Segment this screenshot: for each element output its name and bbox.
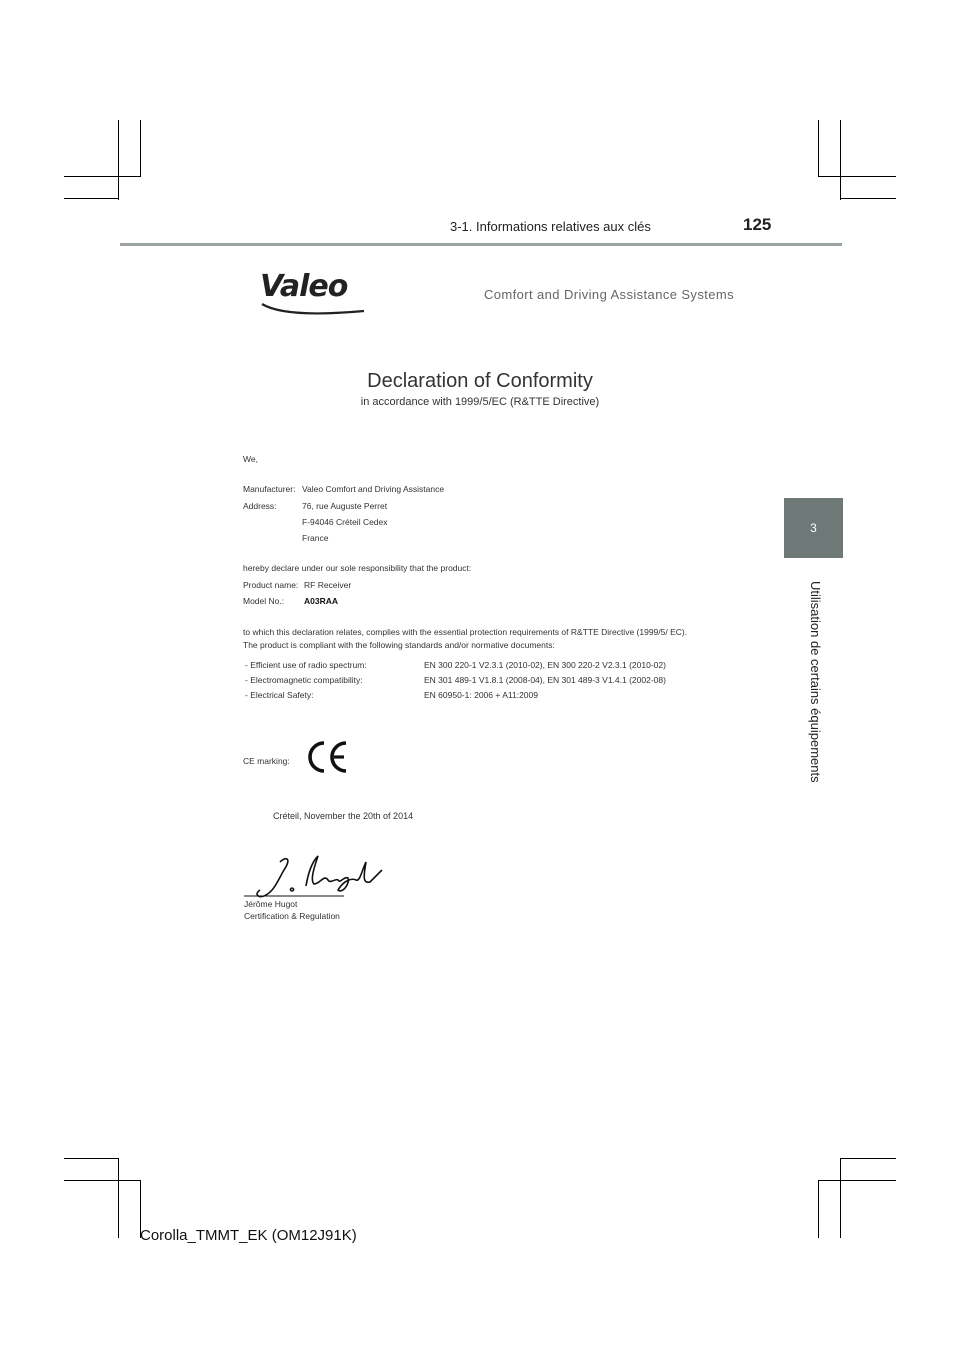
page-number: 125 — [743, 215, 772, 234]
crop-mark — [840, 1158, 841, 1238]
crop-mark — [818, 1180, 819, 1238]
logo-text: Valeo — [260, 269, 348, 304]
ce-marking-label: CE marking: — [243, 756, 290, 766]
manufacturer-value: Valeo Comfort and Driving Assistance — [302, 484, 445, 494]
crop-mark — [818, 176, 896, 177]
address-label: Address: — [243, 501, 277, 511]
document-title: Declaration of Conformity — [367, 370, 593, 392]
crop-mark — [140, 120, 141, 177]
greeting: We, — [243, 454, 258, 464]
crop-mark — [64, 198, 119, 199]
crop-mark — [118, 1158, 119, 1238]
standard-ref: EN 60950-1: 2006 + A11:2009 — [424, 690, 538, 700]
crop-mark — [840, 120, 841, 200]
product-name-label: Product name: — [243, 580, 299, 590]
crop-mark — [840, 198, 896, 199]
signature-image — [244, 850, 384, 902]
compliance-text: The product is compliant with the following standards and/or normative documents: — [243, 640, 555, 650]
crop-mark — [818, 1180, 896, 1181]
crop-mark — [818, 120, 819, 177]
footer-code: Corolla_TMMT_EK (OM12J91K) — [140, 1227, 357, 1244]
header-rule — [120, 243, 842, 246]
standard-item: - Electrical Safety: — [245, 690, 314, 700]
document-subtitle: in accordance with 1999/5/EC (R&TTE Directive) — [360, 396, 600, 408]
chapter-tab — [784, 498, 843, 558]
product-name-value: RF Receiver — [304, 580, 352, 590]
chapter-number: 3 — [810, 521, 817, 535]
tagline: Comfort and Driving Assistance Systems — [484, 287, 735, 302]
logo-swoosh-icon — [260, 302, 370, 316]
address-line: France — [302, 533, 329, 543]
manufacturer-label: Manufacturer: — [243, 484, 296, 494]
crop-mark — [840, 1158, 896, 1159]
signatory-name: Jérôme Hugot — [244, 899, 298, 909]
crop-mark — [64, 176, 141, 177]
crop-mark — [64, 1158, 119, 1159]
ce-mark-icon — [304, 739, 350, 775]
standard-item: - Electromagnetic compatibility: — [245, 675, 363, 685]
standard-ref: EN 300 220-1 V2.3.1 (2010-02), EN 300 220-2 V2.3.1 (2010-02) — [424, 660, 666, 670]
declaration-text: hereby declare under our sole responsibility that the product: — [243, 563, 472, 573]
standard-item: - Efficient use of radio spectrum: — [245, 660, 367, 670]
compliance-text: to which this declaration relates, complies with the essential protection requirements of R&TTE Directive (1999/5/ EC). — [243, 627, 688, 637]
section-title: 3-1. Informations relatives aux clés — [450, 219, 651, 234]
signatory-role: Certification & Regulation — [244, 911, 340, 921]
address-line: F-94046 Créteil Cedex — [302, 517, 388, 527]
address-line: 76, rue Auguste Perret — [302, 501, 388, 511]
valeo-logo — [260, 269, 370, 322]
crop-mark — [64, 1180, 141, 1181]
crop-mark — [118, 120, 119, 200]
place-date: Créteil, November the 20th of 2014 — [273, 811, 414, 821]
model-no-value: A03RAA — [304, 596, 339, 606]
model-no-label: Model No.: — [243, 596, 285, 606]
standard-ref: EN 301 489-1 V1.8.1 (2008-04), EN 301 489-3 V1.4.1 (2002-08) — [424, 675, 666, 685]
chapter-label: Utilisation de certains équipements — [808, 581, 823, 783]
